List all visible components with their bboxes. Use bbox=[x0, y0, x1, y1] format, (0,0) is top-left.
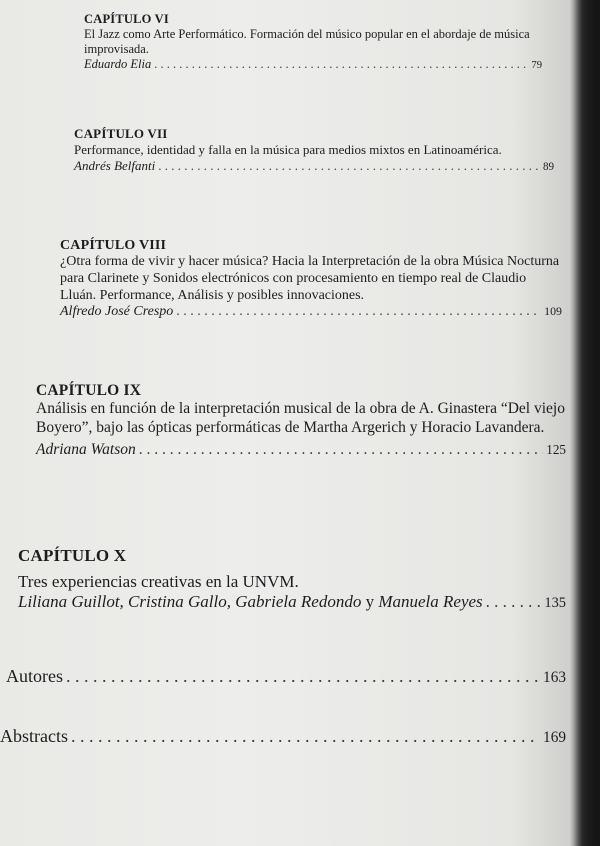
dot-leader bbox=[66, 666, 540, 687]
chapter-title: Tres experiencias creativas en la UNVM. bbox=[18, 572, 299, 591]
chapter-title: Performance, identidad y falla en la música para medios mixtos en Latinoamérica. bbox=[74, 142, 502, 157]
entry-label: Autores bbox=[6, 666, 63, 686]
page-number: 135 bbox=[544, 595, 566, 612]
chapter-byline bbox=[36, 441, 566, 459]
chapter-author: Andrés Belfanti bbox=[74, 157, 156, 173]
toc-entry-autores bbox=[6, 666, 566, 687]
chapter-author: Adriana Watson bbox=[36, 441, 136, 459]
chapter-title: El Jazz como Arte Performático. Formación del músico popular en el abordaje de música improvisada. bbox=[84, 27, 530, 56]
chapter-byline bbox=[18, 592, 566, 612]
chapter-heading: CAPÍTULO IX bbox=[36, 382, 142, 399]
page-number: 109 bbox=[544, 304, 562, 319]
toc-entry-chapter-6 bbox=[84, 12, 542, 72]
chapter-authors: Liliana Guillot, Cristina Gallo, Gabriela Redondo bbox=[18, 592, 362, 612]
dot-leader bbox=[158, 158, 540, 174]
chapter-heading: CAPÍTULO VIII bbox=[60, 238, 167, 253]
dot-leader bbox=[486, 592, 542, 612]
toc-entry-chapter-10 bbox=[18, 546, 566, 612]
page-number: 169 bbox=[543, 729, 566, 746]
chapter-byline bbox=[84, 57, 542, 72]
chapter-author-last: Manuela Reyes bbox=[378, 592, 483, 612]
chapter-title: Análisis en función de la interpretación musical de la obra de A. Ginastera “Del viejo Boyero”, bajo las ópticas performáticas de Martha Argerich y Horacio Lavandera. bbox=[36, 400, 565, 436]
page-number: 89 bbox=[542, 160, 554, 173]
chapter-heading: CAPÍTULO X bbox=[18, 546, 127, 565]
toc-entry-chapter-9 bbox=[36, 382, 566, 459]
page-number: 163 bbox=[543, 669, 566, 686]
page-number: 125 bbox=[546, 442, 566, 458]
toc-entry-abstracts bbox=[0, 726, 566, 747]
dot-leader bbox=[176, 304, 541, 320]
chapter-heading: CAPÍTULO VII bbox=[74, 126, 168, 141]
chapter-heading: CAPÍTULO VI bbox=[84, 12, 169, 26]
dot-leader bbox=[139, 441, 544, 459]
chapter-byline bbox=[74, 158, 554, 174]
book-spine-shadow bbox=[574, 0, 600, 846]
chapter-author: Alfredo José Crespo bbox=[60, 304, 174, 320]
page-number: 79 bbox=[531, 60, 542, 71]
chapter-byline bbox=[60, 304, 562, 320]
chapter-author: Eduardo Elia bbox=[84, 57, 152, 71]
toc-entry-chapter-8 bbox=[60, 238, 562, 320]
chapter-title: ¿Otra forma de vivir y hacer música? Hacia la Interpretación de la obra Música Nocturna para Clarinete y Sonidos electrónicos con procesamiento en tiempo real de Claudio Lluán. Performance, Análisis y posibles innovaciones. bbox=[60, 254, 560, 303]
dot-leader bbox=[71, 726, 540, 747]
dot-leader bbox=[154, 57, 528, 72]
entry-label: Abstracts bbox=[0, 726, 68, 746]
author-conjunction: y bbox=[365, 592, 375, 612]
toc-entry-chapter-7 bbox=[74, 126, 554, 174]
